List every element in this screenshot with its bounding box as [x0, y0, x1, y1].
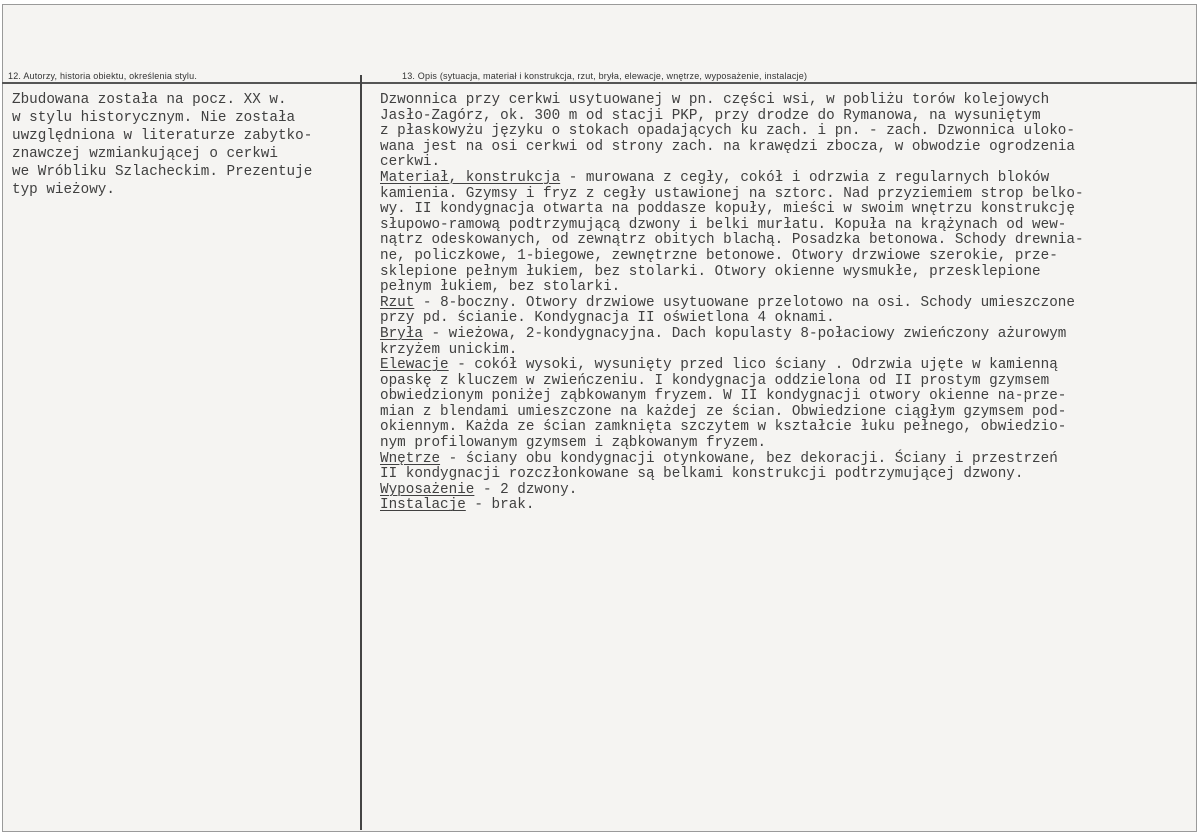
- rzut-label: Rzut: [380, 294, 415, 311]
- description-line: Jasło-Zagórz, ok. 300 m od stacji PKP, przy drodze do Rymanowa, na wysuniętym: [380, 107, 1041, 124]
- section-12-line: znawczej wzmiankującej o cerkwi: [12, 146, 278, 162]
- instalacje-label: Instalacje: [380, 497, 466, 514]
- rzut-line: przy pd. ścianie. Kondygnacja II oświetlona 4 oknami.: [380, 310, 835, 327]
- section-12-text: [12, 91, 357, 199]
- section-12-line: w stylu historycznym. Nie została: [12, 110, 296, 126]
- wyposazenie-text: - 2 dzwony.: [474, 481, 578, 498]
- material-line: wy. II kondygnacja otwarta na poddasze kopuły, mieści w swoim wnętrzu konstrukcję: [380, 201, 1075, 218]
- wnetrze-line: II kondygnacji rozczłonkowane są belkami konstrukcji podtrzymującej dzwony.: [380, 466, 1024, 483]
- description-line: wana jest na osi cerkwi od strony zach. na krawędzi zbocza, w obwodzie ogrodzenia: [380, 138, 1075, 155]
- material-line: pełnym łukiem, bez stolarki.: [380, 279, 621, 296]
- rzut-line: [380, 296, 1185, 312]
- instalacje-line: [380, 498, 1185, 514]
- instalacje-text: - brak.: [465, 497, 535, 514]
- material-line: kamienia. Gzymsy i fryz z cegły ustawionej na sztorc. Nad przyziemiem strop belko-: [380, 185, 1084, 202]
- section-12-line: Zbudowana została na pocz. XX w.: [12, 92, 287, 108]
- material-line: sklepione pełnym łukiem, bez stolarki. Otwory okienne wysmukłe, przesklepione: [380, 263, 1041, 280]
- elewacje-line: okiennym. Każda ze ścian zamknięta szczytem w kształcie łuku pełnego, obwiedzio-: [380, 419, 1067, 436]
- description-line: z płaskowyżu języku o stokach opadających ku zach. i pn. - zach. Dzwonnica ulоko-: [380, 123, 1075, 140]
- bryla-text: - wieżowa, 2-kondygnacyjna. Dach kopulasty 8-połaciowy zwieńczony ażurowym: [422, 325, 1067, 342]
- description-line: cerkwi.: [380, 154, 441, 171]
- elewacje-line: obwiedzionym poniżej ząbkowanym fryzem. W II kondygnacji otwory okienne na-prze-: [380, 388, 1067, 405]
- bryla-line: [380, 327, 1185, 343]
- elewacje-line: [380, 358, 1185, 374]
- material-line: słupowo-ramową podtrzymującą dzwony i belki murłatu. Kopuła na krążynach od wew-: [380, 216, 1067, 233]
- wnetrze-label: Wnętrze: [380, 450, 441, 467]
- section-13-header: 13. Opis (sytuacja, materiał i konstrukcja, rzut, bryła, elewacje, wnętrze, wyposażenie, instalacje): [402, 71, 808, 81]
- section-12-line: we Wróbliku Szlacheckim. Prezentuje: [12, 164, 313, 180]
- section-12-header: 12. Autorzy, historia obiektu, określenia stylu.: [8, 71, 198, 81]
- material-line: nątrz odeskowanych, od zewnątrz obitych blachą. Posadzka betonowa. Schody drewnia-: [380, 232, 1084, 249]
- description-line: Dzwonnica przy cerkwi usytuowanej w pn. części wsi, w pobliżu torów kolejowych: [380, 92, 1050, 108]
- wnetrze-line: [380, 452, 1185, 468]
- elewacje-line: opaskę z kluczem w zwieńczeniu. I kondygnacja oddzielona od II prostym gzymsem: [380, 372, 1050, 389]
- bryla-line: krzyżem unickim.: [380, 341, 518, 358]
- elewacje-text: - cokół wysoki, wysunięty przed lico ściany . Odrzwia ujęte w kamienną: [448, 357, 1058, 374]
- wyposazenie-line: [380, 483, 1185, 499]
- material-text: - murowana z cegły, cokół i odrzwia z regularnych bloków: [560, 169, 1050, 186]
- rzut-text: - 8-boczny. Otwory drzwiowe usytuowane przelotowo na osi. Schody umieszczone: [414, 294, 1075, 311]
- section-12-line: uwzględniona w literaturze zabytko-: [12, 128, 313, 144]
- section-13-text: [380, 93, 1185, 514]
- material-label: Materiał, konstrukcja: [380, 169, 561, 186]
- elewacje-label: Elewacje: [380, 357, 449, 374]
- bryla-label: Bryła: [380, 325, 423, 342]
- wnetrze-text: - ściany obu kondygnacji otynkowane, bez dekoracji. Ściany i przestrzeń: [440, 450, 1058, 467]
- wyposazenie-label: Wyposażenie: [380, 481, 475, 498]
- material-line: ne, policzkowe, 1-biegowe, zewnętrzne betonowe. Otwory drzwiowe szerokie, prze-: [380, 247, 1058, 264]
- material-line: [380, 171, 1185, 187]
- header-rule: [2, 82, 1197, 84]
- elewacje-line: nym profilowanym gzymsem i ząbkowanym fryzem.: [380, 435, 767, 452]
- column-divider: [360, 75, 362, 830]
- section-12-line: typ wieżowy.: [12, 182, 115, 198]
- elewacje-line: mian z blendami umieszczone na każdej ze ścian. Obwiedzione ciągłym gzymsem pod-: [380, 403, 1067, 420]
